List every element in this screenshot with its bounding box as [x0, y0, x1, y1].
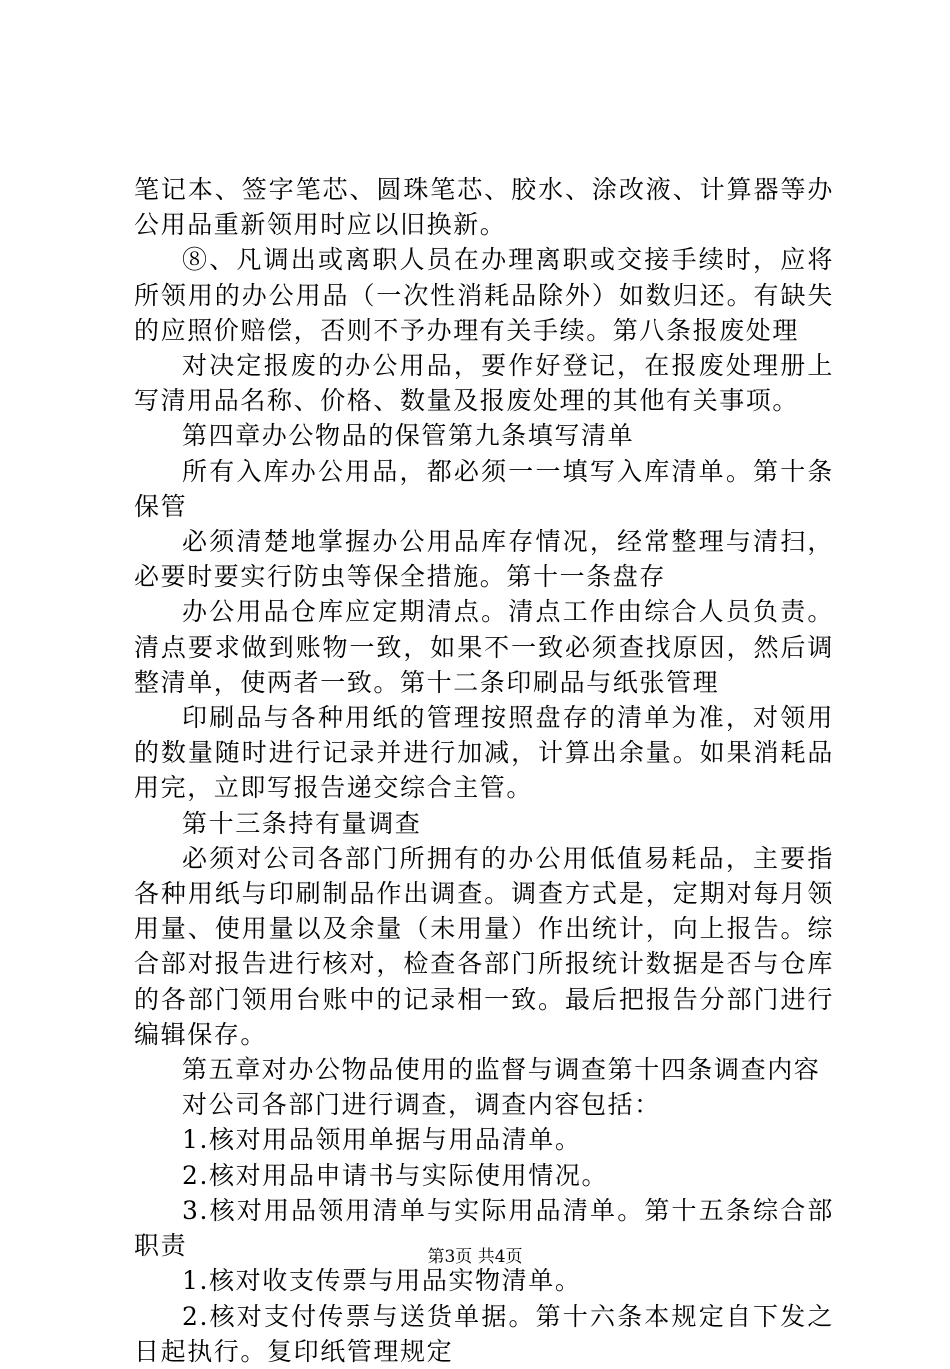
paragraph-12: 对公司各部门进行调查，调查内容包括：	[182, 1090, 661, 1120]
list-item-2: 2.核对用品申请书与实际使用情况。	[182, 1160, 609, 1190]
paragraph-2: ⑧、凡调出或离职人员在办理离职或交接手续时，应将所领用的办公用品（一次性消耗品除外）如数归还。有缺失的应照价赔偿，否则不予办理有关手续。第八条报废处理	[134, 245, 834, 345]
paragraph-10: 必须对公司各部门所拥有的办公用低值易耗品，主要指各种用纸与印刷制品作出调查。调查方式是，定期对每月领用量、使用量以及余量（未用量）作出统计，向上报告。综合部对报告进行核对，检查各部门所报统计数据是否与仓库的各部门领用台账中的记录相一致。最后把报告分部门进行编辑保存。	[134, 843, 834, 1049]
paragraph-3: 对决定报废的办公用品，要作好登记，在报废处理册上写清用品名称、价格、数量及报废处理的其他有关事项。	[134, 351, 834, 416]
document-body	[134, 172, 834, 1369]
duty-item-1: 1.核对收支传票与用品实物清单。	[182, 1266, 582, 1296]
paragraph-7: 办公用品仓库应定期清点。清点工作由综合人员负责。清点要求做到账物一致，如果不一致必须查找原因，然后调整清单，使两者一致。第十二条印刷品与纸张管理	[134, 597, 834, 697]
chapter-4-heading: 第四章办公物品的保管第九条填写清单	[182, 421, 635, 451]
paragraph-6: 必须清楚地掌握办公用品库存情况，经常整理与清扫，必要时要实行防虫等保全措施。第十一条盘存	[134, 527, 834, 592]
list-item-1: 1.核对用品领用单据与用品清单。	[182, 1125, 582, 1155]
list-item-3: 3.核对用品领用清单与实际用品清单。第十五条综合部职责	[134, 1195, 834, 1261]
duty-item-2: 2.核对支付传票与送货单据。第十六条本规定自下发之日起执行。复印纸管理规定	[134, 1301, 834, 1366]
paragraph-1: 笔记本、签字笔芯、圆珠笔芯、胶水、涂改液、计算器等办公用品重新领用时应以旧换新。	[134, 175, 834, 240]
article-13-heading: 第十三条持有量调查	[182, 808, 422, 838]
paragraph-8: 印刷品与各种用纸的管理按照盘存的清单为准，对领用的数量随时进行记录并进行加减，计算出余量。如果消耗品用完，立即写报告递交综合主管。	[134, 703, 834, 803]
chapter-5-heading: 第五章对办公物品使用的监督与调查第十四条调查内容	[182, 1055, 821, 1085]
page-number-footer: 第3页 共4页	[427, 1247, 523, 1267]
paragraph-5: 所有入库办公用品，都必须一一填写入库清单。第十条保管	[134, 456, 834, 521]
